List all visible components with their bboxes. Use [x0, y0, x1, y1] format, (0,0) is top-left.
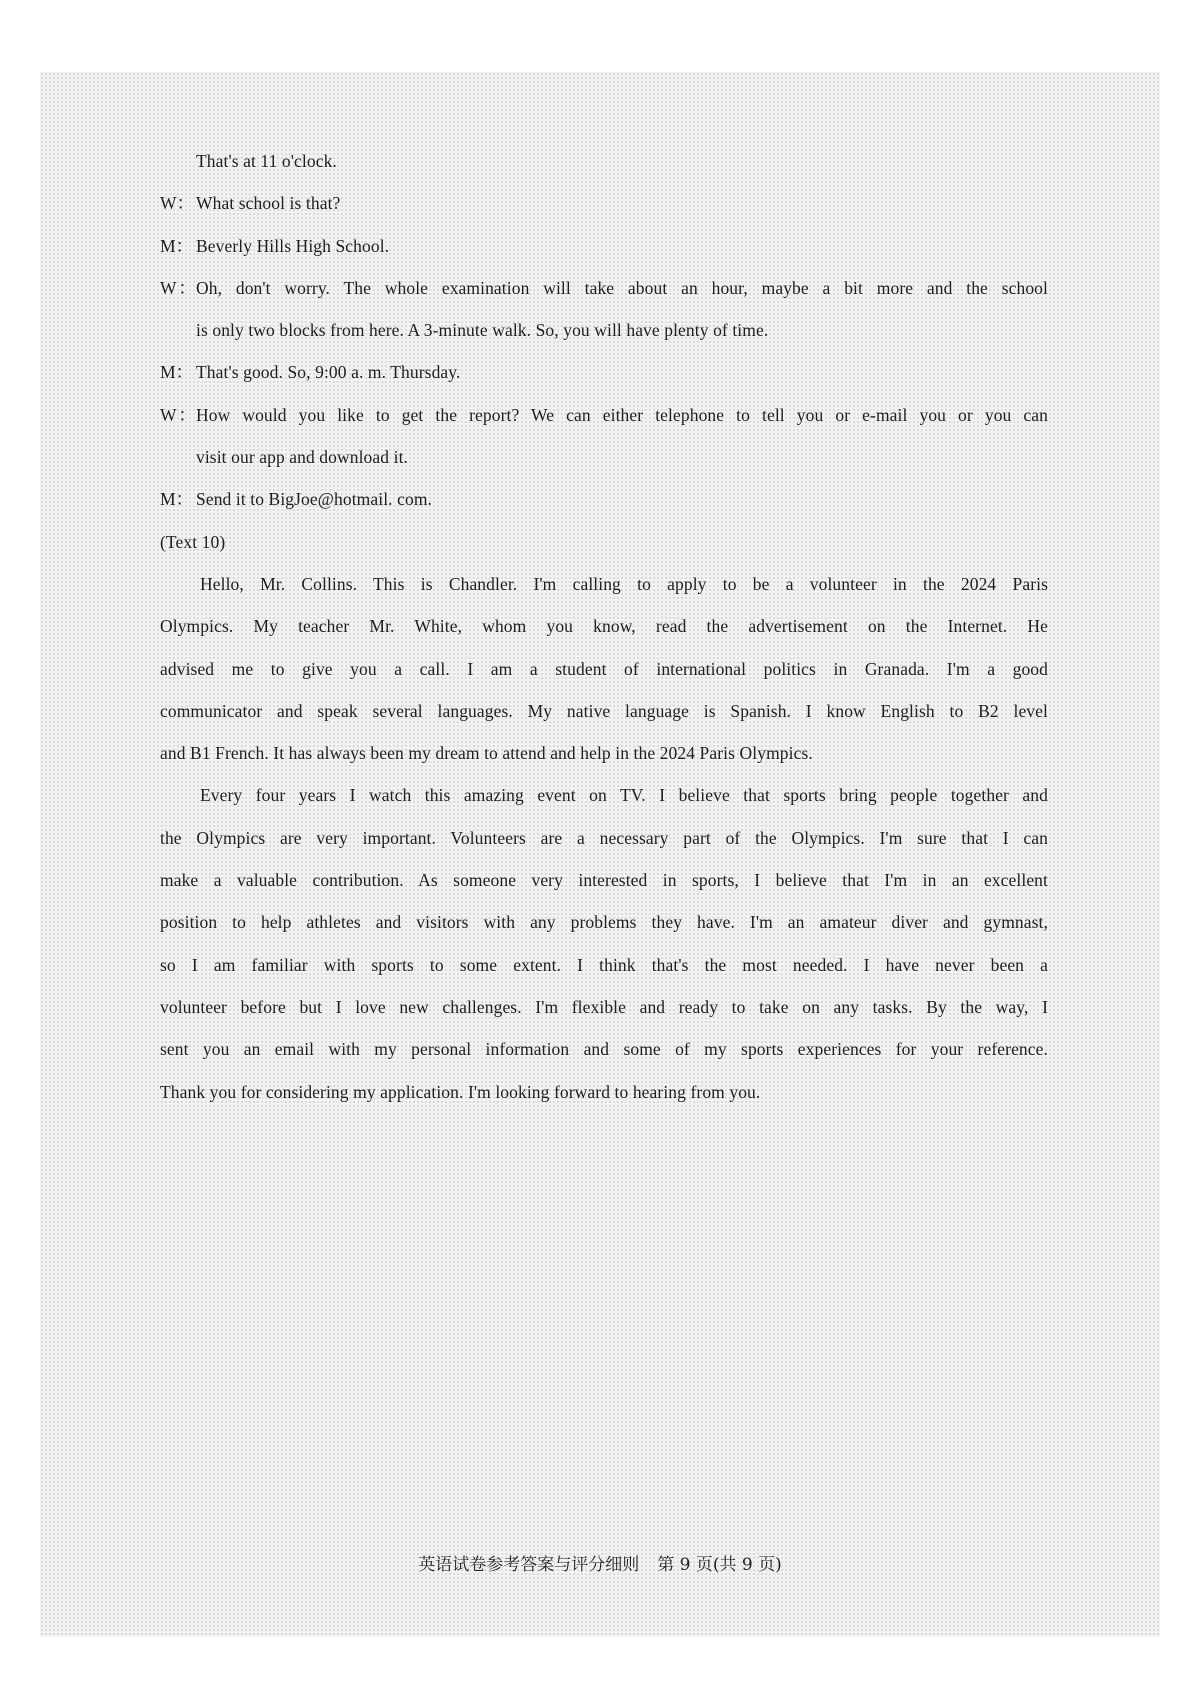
paragraph-line: advised me to give you a call. I am a student of international politics in Granada. I'm a good: [160, 658, 1048, 679]
dialogue-continuation: visit our app and download it.: [196, 447, 408, 468]
paragraph-line: so I am familiar with sports to some extent. I think that's the most needed. I have never been a: [160, 954, 1048, 975]
dialogue-line: [160, 351, 1048, 393]
paragraph-line: Thank you for considering my application. I'm looking forward to hearing from you.: [160, 1081, 761, 1102]
dialogue-text: Beverly Hills High School.: [196, 235, 390, 256]
dialogue-line: [160, 478, 1048, 520]
dialogue-continuation: is only two blocks from here. A 3-minute walk. So, you will have plenty of time.: [196, 320, 769, 341]
dialogue-text: Oh, don't worry. The whole examination will take about an hour, maybe a bit more and the school: [196, 277, 1048, 298]
speaker-label: W：: [160, 277, 196, 298]
paragraph-line: Hello, Mr. Collins. This is Chandler. I'm calling to apply to be a volunteer in the 2024 Paris: [200, 573, 1048, 594]
footer-page-number: 第 9 页(共 9 页): [657, 1555, 782, 1575]
dialogue-line: [160, 394, 1048, 436]
dialogue-line: [160, 182, 1048, 224]
speaker-label: W：: [160, 193, 195, 214]
dialogue-text: Send it to BigJoe@hotmail. com.: [196, 489, 433, 510]
footer-title: 英语试卷参考答案与评分细则: [418, 1555, 640, 1575]
dialogue-line: [160, 225, 1048, 267]
paragraph-line: volunteer before but I love new challenges. I'm flexible and ready to take on any tasks. By the way, I: [160, 996, 1048, 1017]
page-footer: [0, 1550, 1200, 1575]
dialogue-text: What school is that?: [196, 193, 341, 214]
dialogue-line: [160, 267, 1048, 309]
dialogue-text: How would you like to get the report? We can either telephone to tell you or e-mail you or you can: [196, 404, 1048, 425]
section-heading: (Text 10): [160, 531, 226, 552]
paragraph-line: Olympics. My teacher Mr. White, whom you know, read the advertisement on the Internet. He: [160, 616, 1048, 637]
paragraph-line: the Olympics are very important. Volunteers are a necessary part of the Olympics. I'm sure that I can: [160, 827, 1048, 848]
speaker-label: M：: [160, 235, 194, 256]
paragraph-line: sent you an email with my personal information and some of my sports experiences for your reference.: [160, 1039, 1048, 1060]
speaker-label: M：: [160, 362, 194, 383]
document-body: [160, 140, 1048, 1113]
dialogue-text: That's good. So, 9:00 a. m. Thursday.: [196, 362, 461, 383]
paragraph-line: Every four years I watch this amazing event on TV. I believe that sports bring people together and: [200, 785, 1048, 806]
paragraph-line: position to help athletes and visitors with any problems they have. I'm an amateur diver and gymnast,: [160, 912, 1048, 933]
paragraph-line: and B1 French. It has always been my dream to attend and help in the 2024 Paris Olympics.: [160, 743, 813, 764]
speaker-label: M：: [160, 489, 194, 510]
paragraph-line: communicator and speak several languages. My native language is Spanish. I know English to B2 level: [160, 700, 1048, 721]
dialogue-line: That's at 11 o'clock.: [196, 151, 337, 171]
paragraph-line: make a valuable contribution. As someone very interested in sports, I believe that I'm in an excellent: [160, 870, 1048, 891]
speaker-label: W：: [160, 404, 196, 425]
